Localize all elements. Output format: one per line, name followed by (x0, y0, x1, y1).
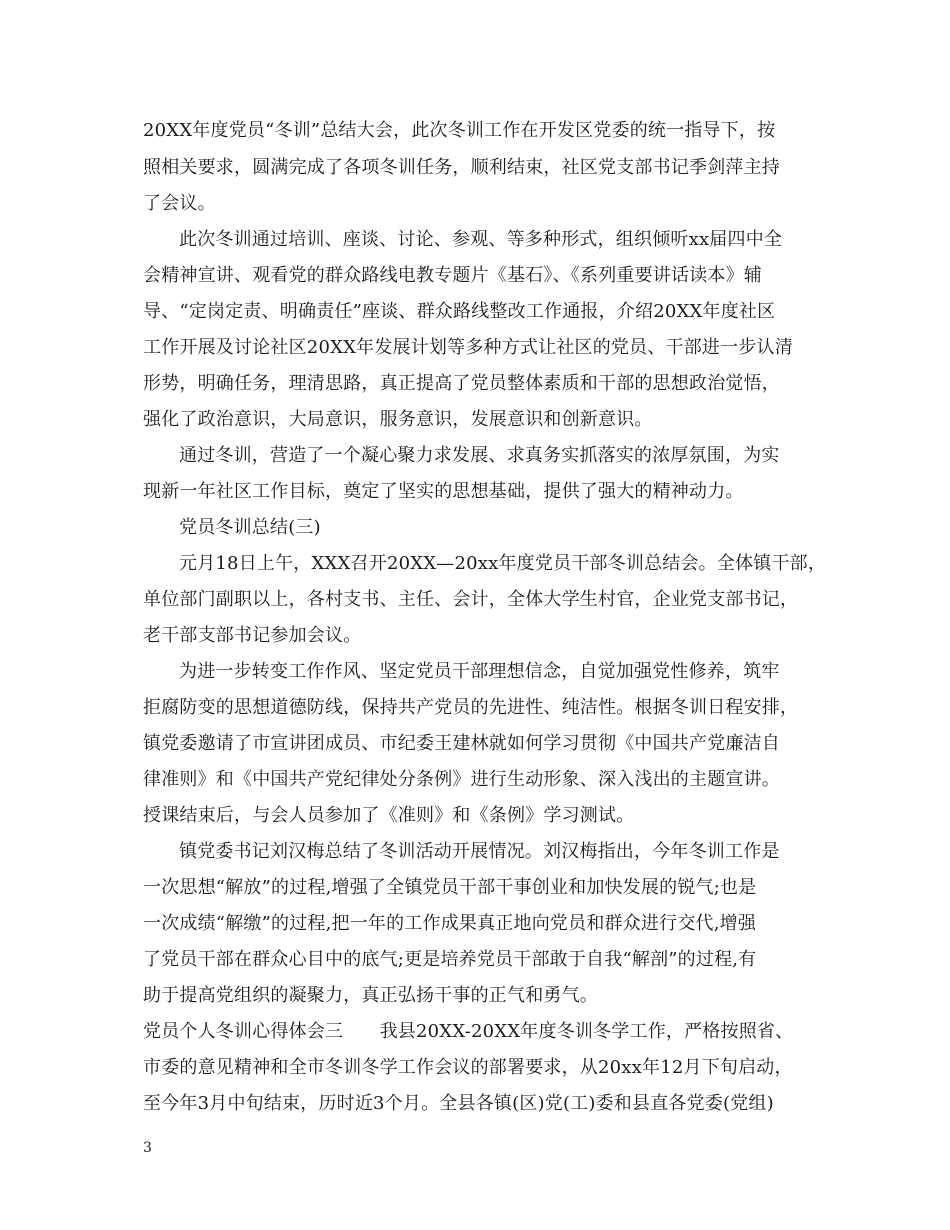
text-line: 党员个人冬训心得体会三 我县20XX-20XX年度冬训冬学工作，严格按照省、 (143, 1021, 794, 1042)
text-line: 元月18日上午，XXX召开20XX—20xx年度党员干部冬训总结会。全体镇干部， (179, 553, 827, 574)
text-line: 助于提高党组织的凝聚力，真正弘扬干事的正气和勇气。 (143, 985, 598, 1006)
text-line: 为进一步转变工作作风、坚定党员干部理想信念，自觉加强党性修养，筑牢 (179, 661, 780, 682)
section-heading: 党员冬训总结(三) (179, 517, 321, 538)
text-line: 一次成绩“解缴”的过程,把一年的工作成果真正地向党员和群众进行交代,增强 (143, 913, 757, 934)
text-line: 通过冬训，营造了一个凝心聚力求发展、求真务实抓落实的浓厚氛围，为实 (179, 445, 780, 466)
text-line: 现新一年社区工作目标，奠定了坚实的思想基础，提供了强大的精神动力。 (143, 481, 744, 502)
text-line: 强化了政治意识，大局意识，服务意识，发展意识和创新意识。 (143, 409, 653, 430)
text-line: 了会议。 (143, 193, 216, 214)
text-line: 照相关要求，圆满完成了各项冬训任务，顺利结束，社区党支部书记季剑萍主持 (143, 157, 780, 178)
text-line: 市委的意见精神和全市冬训冬学工作会议的部署要求，从20xx年12月下旬启动， (143, 1057, 793, 1078)
text-line: 了党员干部在群众心目中的底气;更是培养党员干部敢于自我“解剖”的过程,有 (143, 949, 757, 970)
text-line: 授课结束后，与会人员参加了《准则》和《条例》学习测试。 (143, 805, 635, 826)
text-line: 会精神宣讲、观看党的群众路线电教专题片《基石》、《系列重要讲话读本》辅 (143, 265, 762, 286)
text-line: 老干部支部书记参加会议。 (143, 625, 362, 646)
text-line: 形势，明确任务，理清思路，真正提高了党员整体素质和干部的思想政治觉悟， (143, 373, 780, 394)
text-line: 此次冬训通过培训、座谈、讨论、参观、等多种形式，组织倾听xx届四中全 (179, 229, 783, 250)
text-line: 一次思想“解放”的过程,增强了全镇党员干部干事创业和加快发展的锐气;也是 (143, 877, 757, 898)
text-line: 拒腐防变的思想道德防线，保持共产党员的先进性、纯洁性。根据冬训日程安排， (143, 697, 799, 718)
text-line: 律准则》和《中国共产党纪律处分条例》进行生动形象、深入浅出的主题宣讲。 (143, 769, 780, 790)
text-line: 导、“定岗定责、明确责任”座谈、群众路线整改工作通报，介绍20XX年度社区 (143, 301, 776, 322)
text-line: 镇党委书记刘汉梅总结了冬训活动开展情况。刘汉梅指出，今年冬训工作是 (179, 841, 780, 862)
text-line: 至今年3月中旬结束，历时近3个月。全县各镇(区)党(工)委和县直各党委(党组) (143, 1093, 774, 1114)
text-line: 镇党委邀请了市宣讲团成员、市纪委王建林就如何学习贯彻《中国共产党廉洁自 (143, 733, 780, 754)
text-line: 单位部门副职以上，各村支书、主任、会计，全体大学生村官，企业党支部书记， (143, 589, 799, 610)
text-line: 工作开展及讨论社区20XX年发展计划等多种方式让社区的党员、干部进一步认清 (143, 337, 793, 358)
page-number: 3 (143, 1140, 152, 1156)
text-line: 20XX年度党员“冬训”总结大会，此次冬训工作在开发区党委的统一指导下，按 (143, 120, 776, 141)
